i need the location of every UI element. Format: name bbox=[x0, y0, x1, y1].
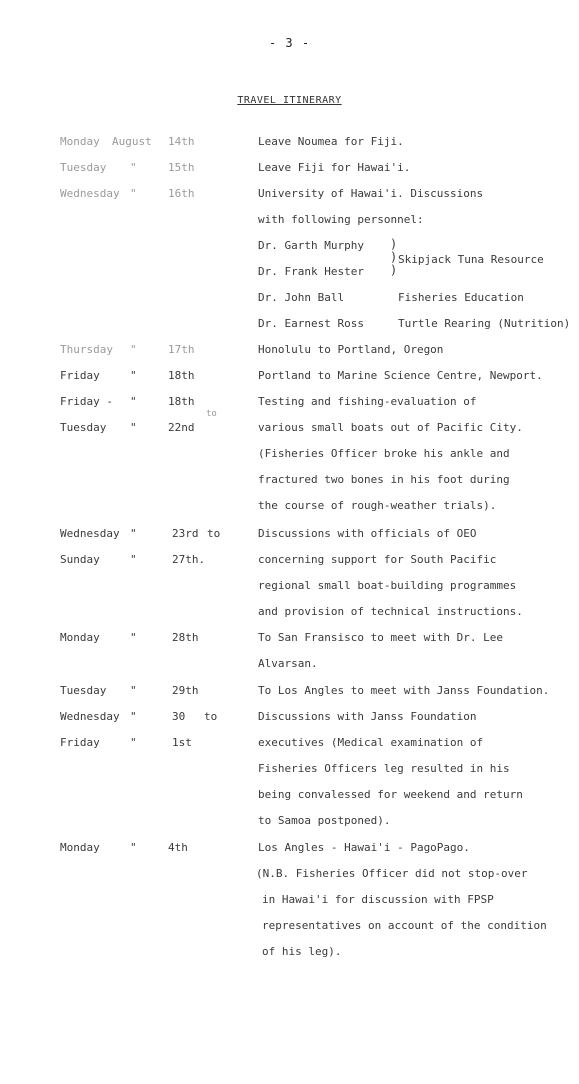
itinerary-line: regional small boat-building programmes bbox=[258, 579, 517, 592]
ditto-mark: " bbox=[130, 684, 137, 697]
itinerary-line: (Fisheries Officer broke his ankle and bbox=[258, 447, 510, 460]
page-number: - 3 - bbox=[268, 36, 311, 50]
personnel-responsibility: Fisheries Education bbox=[398, 291, 524, 304]
document-title-wrap bbox=[0, 88, 579, 107]
itinerary-line: Fisheries Officers leg resulted in his bbox=[258, 762, 510, 775]
itinerary-line: (N.B. Fisheries Officer did not stop-over bbox=[256, 867, 528, 880]
day: Wednesday bbox=[60, 527, 120, 540]
itinerary-line: Discussions with officials of OEO bbox=[258, 527, 477, 540]
day: Tuesday bbox=[60, 161, 107, 174]
day: Monday bbox=[60, 631, 100, 644]
date: 16th bbox=[168, 187, 195, 200]
day: Friday - bbox=[60, 395, 113, 408]
itinerary-line: To Los Angles to meet with Janss Foundation. bbox=[258, 684, 550, 697]
day: Wednesday bbox=[60, 710, 120, 723]
itinerary-line: Alvarsan. bbox=[258, 657, 318, 670]
day: Tuesday bbox=[60, 684, 107, 697]
itinerary-line: in Hawai'i for discussion with FPSP bbox=[262, 893, 494, 906]
itinerary-line: To San Fransisco to meet with Dr. Lee bbox=[258, 631, 504, 644]
date: 18th bbox=[168, 369, 195, 382]
day: Friday bbox=[60, 369, 100, 382]
day: Monday bbox=[60, 135, 100, 148]
personnel-name: Dr. John Ball bbox=[258, 291, 345, 304]
document-title: TRAVEL ITINERARY bbox=[237, 95, 342, 106]
date: 4th bbox=[168, 841, 188, 854]
date: 18th bbox=[168, 395, 195, 408]
date: 15th bbox=[168, 161, 195, 174]
date: 1st bbox=[172, 736, 192, 749]
personnel-responsibility: Turtle Rearing (Nutrition) bbox=[398, 317, 571, 330]
itinerary-line: being convalessed for weekend and return bbox=[258, 788, 523, 801]
brace-bottom: ) bbox=[390, 263, 398, 277]
ditto-mark: " bbox=[130, 841, 137, 854]
date: 29th bbox=[172, 684, 199, 697]
range-to: to bbox=[204, 710, 218, 723]
brace-mid: ) bbox=[390, 250, 398, 264]
ditto-mark: " bbox=[130, 395, 137, 408]
itinerary-line: University of Hawai'i. Discussions bbox=[258, 187, 484, 200]
day: Monday bbox=[60, 841, 100, 854]
month: August bbox=[112, 135, 152, 148]
date: 30 bbox=[172, 710, 186, 723]
range-to: to bbox=[207, 527, 221, 540]
itinerary-line: fractured two bones in his foot during bbox=[258, 473, 510, 486]
day: Wednesday bbox=[60, 187, 120, 200]
date: 28th bbox=[172, 631, 199, 644]
range-to: to bbox=[206, 409, 217, 419]
ditto-mark: " bbox=[130, 187, 137, 200]
itinerary-line: of his leg). bbox=[262, 945, 342, 958]
personnel-name: Dr. Frank Hester bbox=[258, 265, 364, 278]
personnel-responsibility: Skipjack Tuna Resource bbox=[398, 253, 544, 266]
ditto-mark: " bbox=[130, 421, 137, 434]
itinerary-line: and provision of technical instructions. bbox=[258, 605, 523, 618]
itinerary-line: Testing and fishing-evaluation of bbox=[258, 395, 477, 408]
brace-top: ) bbox=[390, 237, 398, 251]
itinerary-line: various small boats out of Pacific City. bbox=[258, 421, 523, 434]
itinerary-line: with following personnel: bbox=[258, 213, 424, 226]
itinerary-line: the course of rough-weather trials). bbox=[258, 499, 497, 512]
itinerary-line: representatives on account of the condition bbox=[262, 919, 547, 932]
date: 22nd bbox=[168, 421, 195, 434]
day: Sunday bbox=[60, 553, 100, 566]
personnel-name: Dr. Earnest Ross bbox=[258, 317, 364, 330]
date: 17th bbox=[168, 343, 195, 356]
date: 14th bbox=[168, 135, 195, 148]
date: 27th. bbox=[172, 553, 206, 566]
ditto-mark: " bbox=[130, 553, 137, 566]
ditto-mark: " bbox=[130, 631, 137, 644]
itinerary-line: concerning support for South Pacific bbox=[258, 553, 497, 566]
itinerary-line: Los Angles - Hawai'i - PagoPago. bbox=[258, 841, 470, 854]
personnel-name: Dr. Garth Murphy bbox=[258, 239, 364, 252]
itinerary-line: Honolulu to Portland, Oregon bbox=[258, 343, 444, 356]
ditto-mark: " bbox=[130, 736, 137, 749]
day: Thursday bbox=[60, 343, 113, 356]
ditto-mark: " bbox=[130, 343, 137, 356]
itinerary-line: to Samoa postponed). bbox=[258, 814, 391, 827]
itinerary-line: Discussions with Janss Foundation bbox=[258, 710, 477, 723]
ditto-mark: " bbox=[130, 369, 137, 382]
itinerary-line: Portland to Marine Science Centre, Newport. bbox=[258, 369, 543, 382]
ditto-mark: " bbox=[130, 527, 137, 540]
itinerary-line: Leave Fiji for Hawai'i. bbox=[258, 161, 411, 174]
ditto-mark: " bbox=[130, 161, 137, 174]
itinerary-line: executives (Medical examination of bbox=[258, 736, 484, 749]
day: Friday bbox=[60, 736, 100, 749]
ditto-mark: " bbox=[130, 710, 137, 723]
itinerary-line: Leave Noumea for Fiji. bbox=[258, 135, 404, 148]
day: Tuesday bbox=[60, 421, 107, 434]
date: 23rd bbox=[172, 527, 199, 540]
